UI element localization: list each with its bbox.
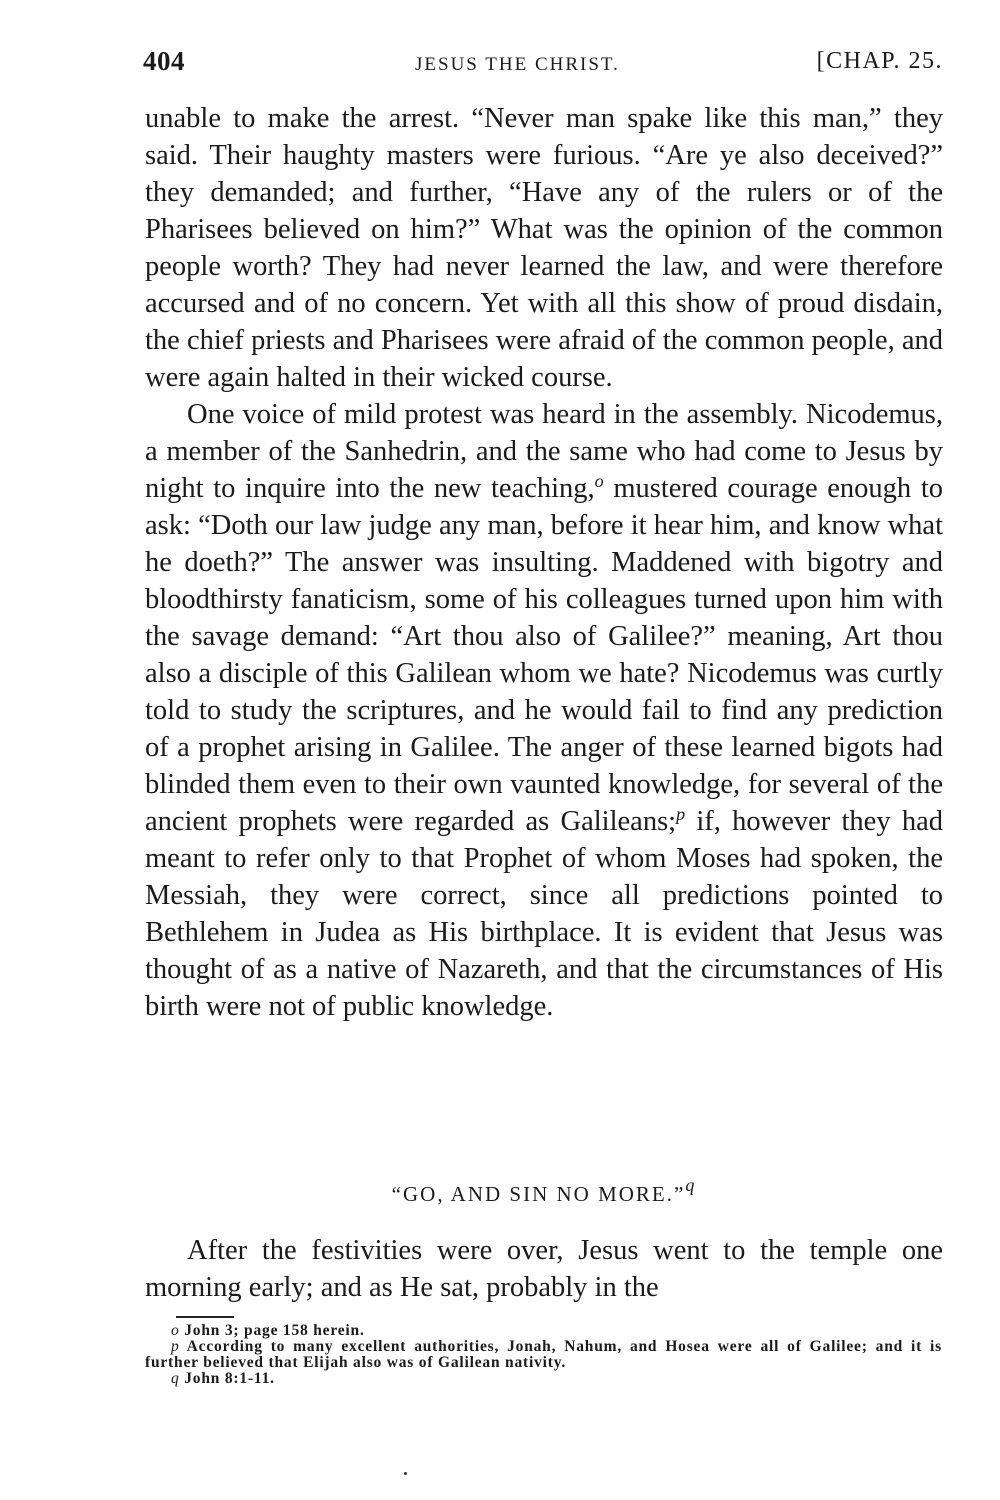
chapter-reference: [CHAP. 25. [816,48,943,74]
footnote-p-text: According to many excellent authorities, Jonah, Nahum, and Hosea were all of Galilee; and it is further believed that Elijah also was of Galilean nativity. [145,1338,942,1371]
page-number: 404 [143,46,185,76]
paragraph-text-part: mustered courage enough to ask: “Doth our law judge any man, before it hear him, and know what he doeth?” The answer was insulting. Maddened with bigotry and bloodthirsty fanaticism, some of his colleagues turned upon him with the savage demand: “Art thou also of Galilee?” meaning, Art thou also a disciple of this Galilean whom we hate? Nicodemus was curtly told to study the scriptures, and he would fail to find any prediction of a prophet arising in Galilee. The anger of these learned bigots had blinded them even to their own vaunted knowledge, for several of the ancient prophets were regarded as Galileans; [145,473,943,837]
main-text [145,100,943,1025]
footnote-divider [176,1316,234,1318]
footnote-marker-o: o [594,471,604,491]
running-title: JESUS THE CHRIST. [415,54,620,75]
footnote-q-mark: q [171,1370,180,1387]
footnote-q [145,1371,942,1387]
ink-speck [404,1472,407,1475]
footnote-p-mark: p [171,1338,180,1355]
paragraph-nicodemus [145,396,943,1025]
paragraph-temple: After the festivities were over, Jesus went to the temple one morning early; and as He sat, probably in the [145,1235,943,1303]
section-heading-text: “GO, AND SIN NO MORE.” [391,1182,686,1206]
footnote-marker-p: p [676,804,686,824]
footnote-marker-q: q [685,1175,697,1195]
paragraph-text-part: One voice of mild protest was heard in the assembly. Nicodemus, a member of the Sanhedrin, and the same who had come to Jesus by night to inquire into the new teaching, [145,399,943,504]
footnote-o-mark: o [171,1322,180,1339]
paragraph-continued: unable to make the arrest. “Never man spake like this man,” they said. Their haughty masters were furious. “Are ye also deceived?” they demanded; and further, “Have any of the rulers or of the Pharisees believed on him?” What was the opinion of the common people worth? They had never learned the law, and were therefore accursed and of no concern. Yet with all this show of proud disdain, the chief priests and Pharisees were afraid of the common people, and were again halted in their wicked course. [145,103,943,393]
footnote-q-text: John 8:1-11. [184,1370,275,1387]
paragraph-text-part: if, however they had meant to refer only to that Prophet of whom Moses had spoken, the Messiah, they were correct, since all predictions pointed to Bethlehem in Judea as His birthplace. It is evident that Jesus was thought of as a native of Nazareth, and that the circumstances of His birth were not of public knowledge. [145,806,943,1022]
section-heading [145,1175,943,1207]
page-header [143,40,943,80]
footnote-o [145,1323,942,1339]
footnote-o-text: John 3; page 158 herein. [184,1322,365,1339]
footnotes [145,1323,942,1387]
section-text [145,1232,943,1306]
footnote-p [145,1339,942,1371]
